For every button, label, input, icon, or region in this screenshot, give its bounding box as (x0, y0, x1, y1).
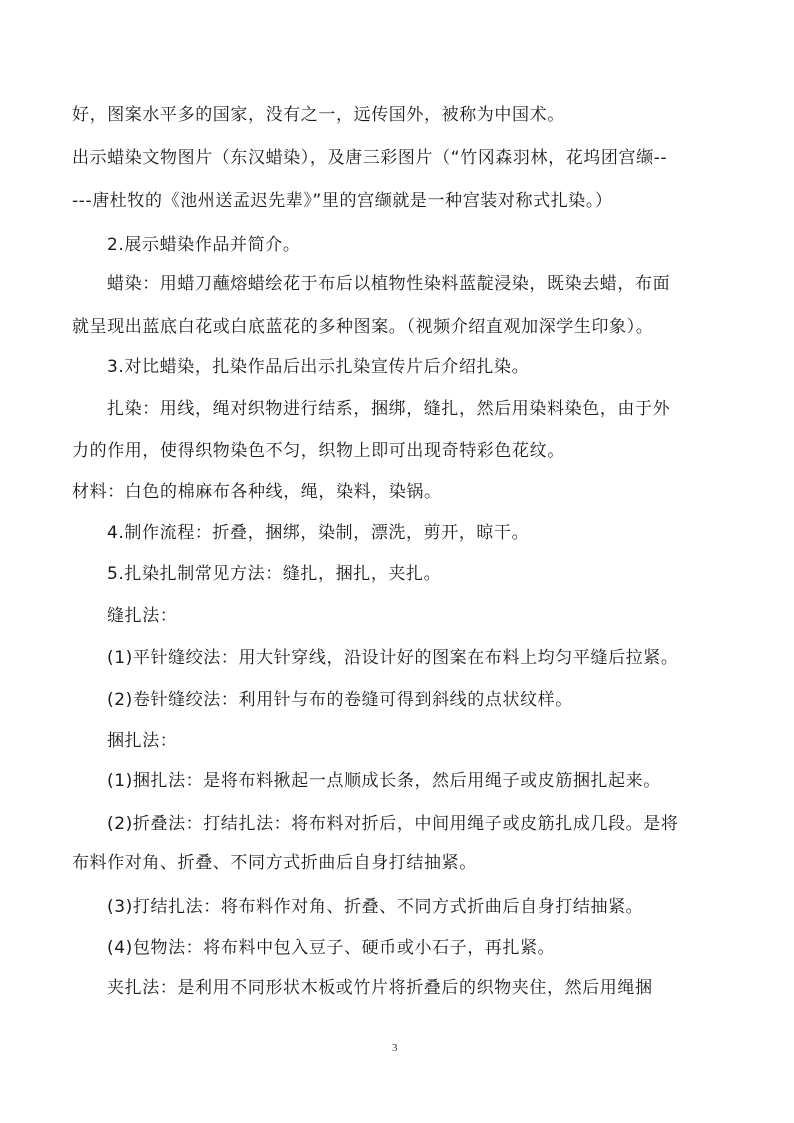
text-line: 夹扎法：是利用不同形状木板或竹片将折叠后的织物夹住，然后用绳捆 (107, 978, 653, 998)
text-line: (4)包物法：将布料中包入豆子、硬币或小石子，再扎紧。 (107, 938, 556, 958)
text-line: (1)平针缝绞法：用大针穿线，沿设计好的图案在布料上均匀平缝后拉紧。 (107, 648, 679, 668)
text-line: 4.制作流程：折叠，捆绑，染制，漂洗，剪开，晾干。 (107, 523, 530, 543)
text-line: (2)折叠法：打结扎法：将布料对折后，中间用绳子或皮筋扎成几段。是将 (107, 814, 679, 834)
text-line: 5.扎染扎制常见方法：缝扎，捆扎，夹扎。 (107, 564, 442, 584)
text-line: ---唐杜牧的《池州送孟迟先辈》”里的宫缬就是一种宫装对称式扎染。） (72, 191, 613, 211)
text-line: 材料：白色的棉麻布各种线，绳，染料，染锅。 (72, 482, 442, 502)
text-line: 蜡染：用蜡刀蘸熔蜡绘花于布后以植物性染料蓝靛浸染，既染去蜡，布面 (107, 274, 671, 294)
text-line: 扎染：用线，绳对织物进行结系，捆绑，缝扎，然后用染料染色，由于外 (107, 399, 671, 419)
text-line: (1)捆扎法：是将布料揪起一点顺成长条，然后用绳子或皮筋捆扎起来。 (107, 771, 661, 791)
text-line: (2)卷针缝绞法：利用针与布的卷缝可得到斜线的点状纹样。 (107, 690, 573, 710)
page-number: 3 (392, 1042, 398, 1054)
text-line: 就呈现出蓝底白花或白底蓝花的多种图案。（视频介绍直观加深学生印象）。 (72, 317, 654, 337)
text-line: 好，图案水平多的国家，没有之一，远传国外，被称为中国术。 (72, 105, 565, 125)
text-line: 缝扎法： (107, 606, 178, 626)
text-line: 3.对比蜡染，扎染作品后出示扎染宣传片后介绍扎染。 (107, 357, 530, 377)
text-line: 力的作用，使得织物染色不匀，织物上即可出现奇特彩色花纹。 (72, 441, 565, 461)
text-line: 捆扎法： (107, 731, 178, 751)
text-line: (3)打结扎法：将布料作对角、折叠、不同方式折曲后自身打结抽紧。 (107, 897, 644, 917)
text-line: 2.展示蜡染作品并简介。 (107, 235, 301, 255)
text-line: 出示蜡染文物图片（东汉蜡染），及唐三彩图片（“竹冈森羽林，花坞团宫缬-- (72, 148, 668, 168)
text-line: 布料作对角、折叠、不同方式折曲后自身打结抽紧。 (72, 853, 477, 873)
